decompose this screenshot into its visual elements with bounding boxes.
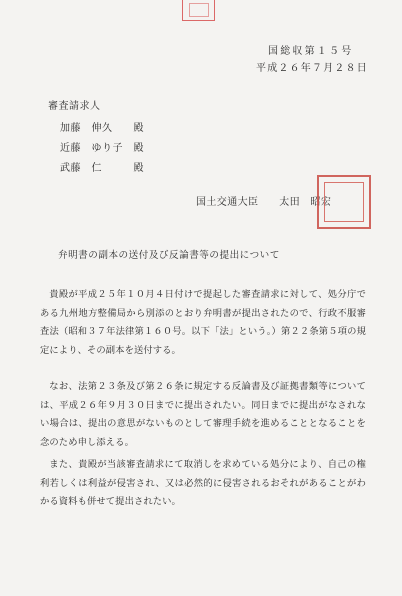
recipient-2: 近藤 ゆり子 殿 <box>60 143 144 154</box>
recipient-3: 武藤 仁 殿 <box>60 163 144 174</box>
document-date: 平成２６年７月２８日 <box>256 63 368 74</box>
body-paragraph-1: 貴殿が平成２５年１０月４日付けで提起した審査請求に対して、処分庁である九州地方整備局から別添のとおり弁明書が提出されたので、行政不服審査法（昭和３７年法律第１６０号。以下「法」という。）第２２条第５項の規定により、その副本を送付する。 <box>40 289 366 356</box>
document-number: 国総収第１５号 <box>268 46 354 57</box>
body-paragraph-3: また、貴殿が当該審査請求にて取消しを求めている処分により、自己の権利若しくは利益が侵害され、又は必然的に侵害されるおそれがあることがわかる資料も併せて提出されたい。 <box>40 459 366 507</box>
stamp-top <box>182 0 215 21</box>
sender-line <box>196 193 331 208</box>
body-paragraph-2: なお、法第２３条及び第２６条に規定する反論書及び証拠書類等については、平成２６年９月３０日までに提出されたい。同日までに提出がなされない場合は、提出の意思がないものとして審理手続を進めることとなることを念のため申し添える。 <box>40 381 366 448</box>
sender-title: 国土交通大臣 <box>196 197 259 208</box>
official-seal <box>317 175 371 229</box>
recipient-1: 加藤 伸久 殿 <box>60 123 144 134</box>
subject-line: 弁明書の副本の送付及び反論書等の提出について <box>58 250 280 261</box>
seal-inner-border <box>324 182 364 222</box>
sender-name: 太田 昭宏 <box>279 197 332 208</box>
recipients-heading: 審査請求人 <box>48 101 101 112</box>
